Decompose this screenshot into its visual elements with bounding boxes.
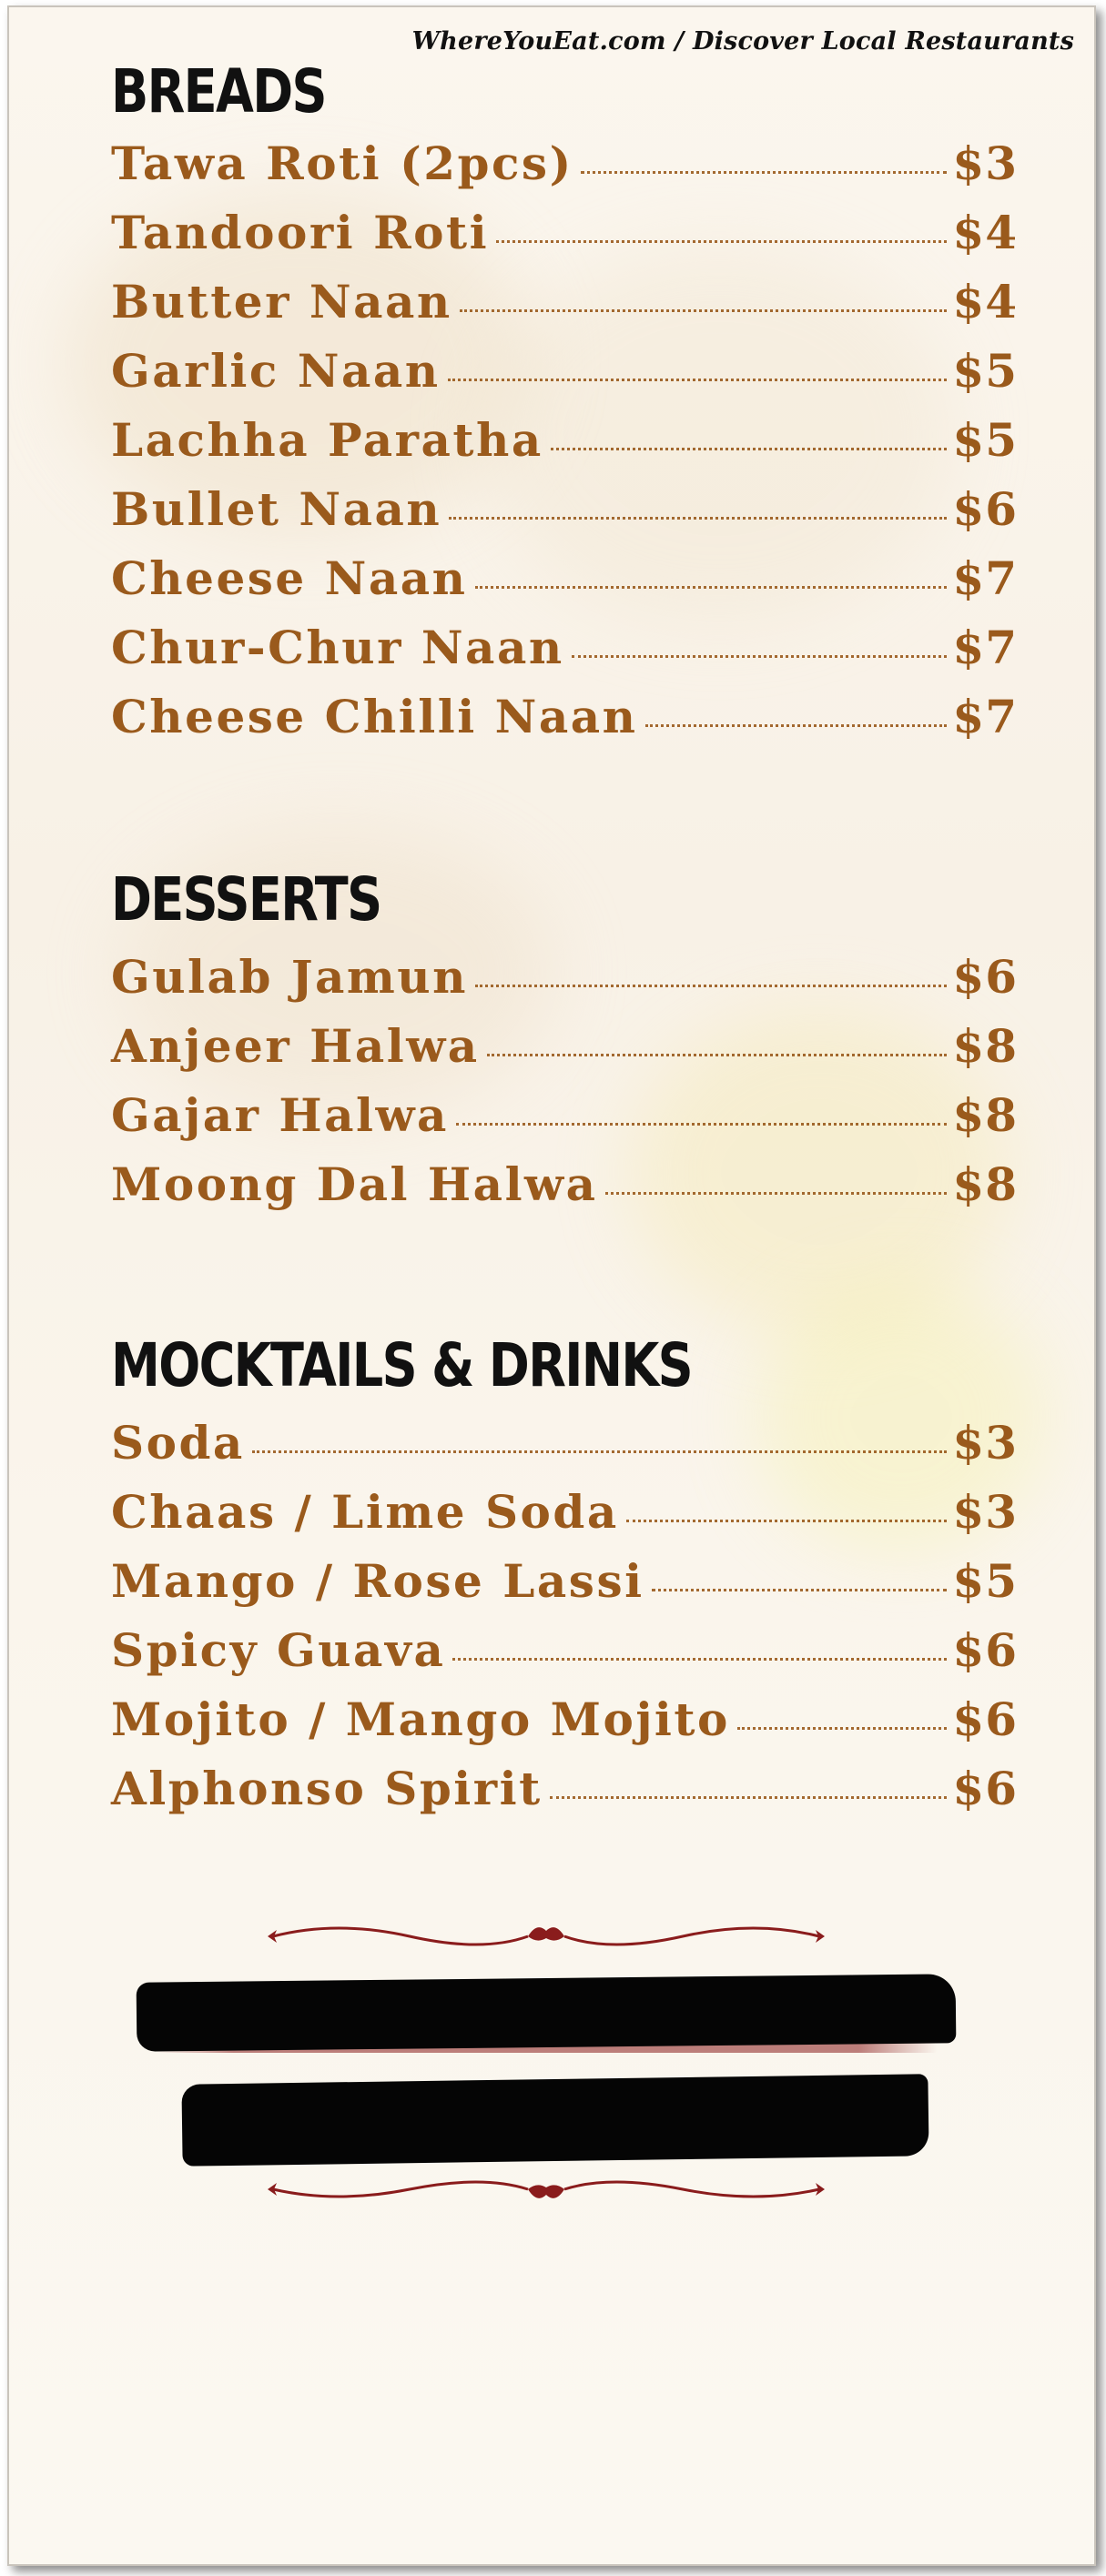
menu-item-list: [111, 950, 1018, 1227]
redaction-bar: [181, 2074, 928, 2166]
menu-item: [111, 1554, 1018, 1623]
menu-item-price: $5: [952, 1554, 1018, 1608]
menu-item-price: $4: [952, 275, 1018, 328]
menu-item: [111, 551, 1018, 621]
menu-item: [111, 206, 1018, 275]
menu-item: [111, 621, 1018, 690]
scroll-flourish-icon: [264, 1918, 828, 1955]
menu-item: [111, 1762, 1018, 1831]
menu-item-list: [111, 1416, 1018, 1831]
dot-leader: [605, 1191, 948, 1195]
dot-leader: [581, 170, 948, 174]
menu-item-name: Butter Naan: [111, 275, 452, 328]
dot-leader: [449, 516, 947, 520]
menu-item-price: $8: [952, 1157, 1018, 1211]
menu-item: [111, 275, 1018, 344]
menu-item-name: Garlic Naan: [111, 344, 441, 398]
dot-leader: [737, 1726, 948, 1730]
section-mocktails-drinks: [111, 1328, 1018, 1831]
menu-item-price: $7: [952, 621, 1018, 674]
menu-item: [111, 136, 1018, 206]
menu-item-name: Spicy Guava: [111, 1623, 446, 1677]
menu-item: [111, 1088, 1018, 1157]
menu-item: [111, 344, 1018, 413]
dot-leader: [487, 1053, 948, 1056]
dot-leader: [475, 585, 948, 589]
menu-item: [111, 1416, 1018, 1485]
menu-item: [111, 482, 1018, 551]
dot-leader: [475, 984, 947, 987]
menu-item-name: Lachha Paratha: [111, 413, 543, 467]
redaction-bar: [137, 1974, 957, 2051]
menu-item-name: Soda: [111, 1416, 245, 1470]
menu-item-price: $5: [952, 344, 1018, 398]
menu-item-price: $5: [952, 413, 1018, 467]
menu-item-price: $6: [952, 1623, 1018, 1677]
menu-item-price: $4: [952, 206, 1018, 259]
menu-item-price: $6: [952, 482, 1018, 536]
menu-item-price: $3: [952, 1416, 1018, 1470]
scroll-flourish-icon: [264, 2171, 828, 2207]
section-title: BREADS: [111, 56, 326, 126]
menu-item-name: Tawa Roti (2pcs): [111, 136, 573, 190]
dot-leader: [452, 1657, 947, 1661]
menu-item-price: $8: [952, 1088, 1018, 1142]
dot-leader: [448, 378, 948, 381]
menu-item-name: Alphonso Spirit: [111, 1762, 543, 1815]
dot-leader: [496, 239, 947, 243]
menu-item-price: $7: [952, 551, 1018, 605]
menu-item-name: Gulab Jamun: [111, 950, 468, 1004]
menu-item-name: Chur-Chur Naan: [111, 621, 564, 674]
menu-item: [111, 1019, 1018, 1088]
menu-item-price: $6: [952, 1692, 1018, 1746]
menu-item-name: Anjeer Halwa: [111, 1019, 480, 1073]
menu-item-price: $6: [952, 1762, 1018, 1815]
menu-item-price: $6: [952, 950, 1018, 1004]
dot-leader: [652, 1588, 948, 1591]
menu-item: [111, 950, 1018, 1019]
menu-page: [7, 5, 1096, 2566]
dot-leader: [550, 1795, 948, 1799]
menu-item-name: Cheese Naan: [111, 551, 468, 605]
menu-item: [111, 413, 1018, 482]
section-title: DESSERTS: [111, 864, 381, 934]
section-title: MOCKTAILS & DRINKS: [111, 1330, 693, 1400]
menu-item: [111, 1623, 1018, 1692]
site-watermark: WhereYouEat.com / Discover Local Restaurants: [411, 27, 1074, 56]
menu-item-price: $8: [952, 1019, 1018, 1073]
menu-item-name: Tandoori Roti: [111, 206, 490, 259]
menu-item: [111, 1485, 1018, 1554]
menu-item-name: Mango / Rose Lassi: [111, 1554, 644, 1608]
menu-item-name: Cheese Chilli Naan: [111, 690, 638, 743]
menu-item: [111, 1692, 1018, 1762]
dot-leader: [460, 308, 948, 312]
menu-item: [111, 1157, 1018, 1227]
dot-leader: [456, 1122, 947, 1126]
menu-item-price: $7: [952, 690, 1018, 743]
menu-item-name: Gajar Halwa: [111, 1088, 449, 1142]
menu-item-price: $3: [952, 136, 1018, 190]
menu-item: [111, 690, 1018, 759]
menu-item-name: Mojito / Mango Mojito: [111, 1692, 730, 1746]
dot-leader: [252, 1450, 948, 1453]
menu-item-name: Chaas / Lime Soda: [111, 1485, 619, 1539]
dot-leader: [572, 654, 948, 658]
section-breads: [111, 55, 1018, 759]
dot-leader: [645, 723, 948, 727]
menu-item-list: [111, 136, 1018, 759]
section-desserts: [111, 863, 1018, 1227]
menu-item-name: Moong Dal Halwa: [111, 1157, 598, 1211]
dot-leader: [626, 1519, 948, 1522]
menu-item-price: $3: [952, 1485, 1018, 1539]
menu-item-name: Bullet Naan: [111, 482, 442, 536]
dot-leader: [551, 447, 948, 450]
